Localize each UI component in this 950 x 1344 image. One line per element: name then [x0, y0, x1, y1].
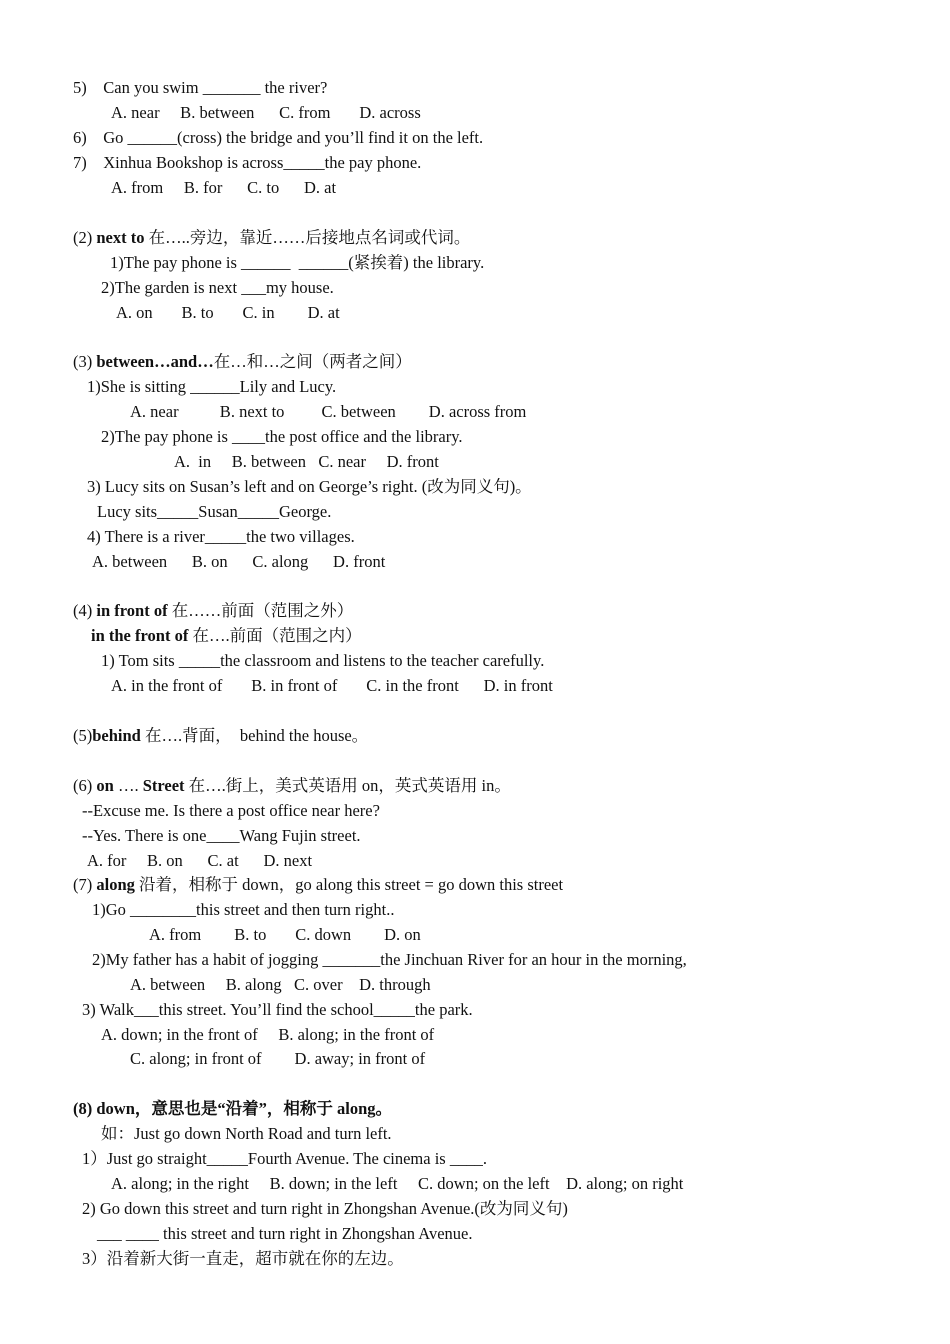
text-line [73, 78, 327, 98]
text-segment: 2) Go down this street and turn right in Zhongshan Avenue.(改为同义句) [82, 1199, 568, 1218]
text-segment: (7) [73, 875, 97, 894]
text-segment: A. in the front of B. in front of C. in the front D. in front [111, 676, 553, 695]
text-line [73, 776, 511, 796]
text-segment: --Excuse me. Is there a post office near here? [82, 801, 380, 820]
text-segment: A. near B. next to C. between D. across from [130, 402, 527, 421]
text-segment: 3) Lucy sits on Susan’s left and on George’s right. (改为同义句)。 [87, 477, 532, 496]
text-line [97, 1224, 472, 1244]
text-line [101, 651, 544, 671]
text-segment: 2)The garden is next ___my house. [101, 278, 334, 297]
text-segment: 在…..旁边，靠近……后接地点名词或代词。 [144, 228, 471, 247]
text-line [92, 552, 385, 572]
text-line [82, 801, 380, 821]
text-segment: 在……前面（范围之外） [167, 601, 354, 620]
text-line [82, 1000, 473, 1020]
text-segment: ___ ____ this street and turn right in Zhongshan Avenue. [97, 1224, 473, 1243]
text-segment: 在….街上，美式英语用 on，英式英语用 in。 [184, 776, 511, 795]
bold-text: next to [96, 228, 145, 247]
text-segment: (2) [73, 228, 97, 247]
text-line [111, 178, 336, 198]
text-line [73, 153, 421, 173]
text-segment: Lucy sits_____Susan_____George. [97, 502, 332, 521]
text-segment: (5) [73, 726, 93, 745]
text-segment: A. from B. for C. to D. at [111, 178, 337, 197]
text-segment: 1)Go ________this street and then turn right.. [92, 900, 395, 919]
text-segment: A. down; in the front of B. along; in the front of [101, 1025, 435, 1044]
text-segment: A. from B. to C. down D. on [149, 925, 421, 944]
text-segment: 1)The pay phone is ______ ______(紧挨着) the library. [110, 253, 485, 272]
text-line [73, 875, 563, 895]
text-line [73, 228, 470, 248]
bold-text: between…and… [96, 352, 214, 371]
text-line [91, 626, 362, 646]
text-segment: A. on B. to C. in D. at [116, 303, 340, 322]
bold-text: (8) down，意思也是“沿着”，相称于 along。 [73, 1099, 393, 1118]
text-line [149, 925, 421, 945]
text-segment: …. [113, 776, 143, 795]
text-segment: 2)My father has a habit of jogging _______the Jinchuan River for an hour in the morning, [92, 950, 687, 969]
text-line [92, 900, 394, 920]
bold-text: behind [92, 726, 141, 745]
text-segment: 6) Go ______(cross) the bridge and you’ll find it on the left. [73, 128, 484, 147]
bold-text: in the front of [91, 626, 189, 645]
text-segment: 1)She is sitting ______Lily and Lucy. [87, 377, 337, 396]
text-line [73, 352, 412, 372]
text-segment: 1）Just go straight_____Fourth Avenue. The cinema is ____. [82, 1149, 487, 1168]
text-segment: A. along; in the right B. down; in the left C. down; on the left D. along; on right [111, 1174, 684, 1193]
text-segment: --Yes. There is one____Wang Fujin street. [82, 826, 361, 845]
text-segment: 4) There is a river_____the two villages. [87, 527, 355, 546]
text-line [87, 477, 532, 497]
text-line [116, 303, 340, 323]
text-line [111, 1174, 683, 1194]
bold-text: along [96, 875, 135, 894]
text-segment: 1) Tom sits _____the classroom and listens to the teacher carefully. [101, 651, 545, 670]
text-segment: 7) Xinhua Bookshop is across_____the pay phone. [73, 153, 422, 172]
text-segment: A. between B. on C. along D. front [92, 552, 386, 571]
text-line [87, 851, 312, 871]
text-segment: 3) Walk___this street. You’ll find the school_____the park. [82, 1000, 473, 1019]
bold-text: Street [142, 776, 185, 795]
text-line [101, 1025, 434, 1045]
text-segment: 沿着，相称于 down，go along this street = go down this street [134, 875, 564, 894]
text-segment: A. near B. between C. from D. across [111, 103, 421, 122]
text-segment: A. between B. along C. over D. through [130, 975, 431, 994]
text-line [111, 103, 421, 123]
text-line [87, 527, 355, 547]
text-line [101, 427, 463, 447]
text-segment: (6) [73, 776, 97, 795]
text-line [111, 676, 553, 696]
text-segment: C. along; in front of D. away; in front of [130, 1049, 426, 1068]
text-segment: 在…和…之间（两者之间） [213, 352, 412, 371]
bold-text: on [96, 776, 114, 795]
text-segment: 2)The pay phone is ____the post office and the library. [101, 427, 463, 446]
text-line [174, 452, 439, 472]
text-line [73, 128, 483, 148]
text-line [87, 377, 336, 397]
text-line [82, 1199, 568, 1219]
text-segment: 5) Can you swim _______ the river? [73, 78, 328, 97]
text-segment: A. in B. between C. near D. front [174, 452, 439, 471]
text-line [82, 1249, 404, 1269]
text-line [110, 253, 484, 273]
text-segment: 在….背面， behind the house。 [140, 726, 369, 745]
text-line [130, 975, 431, 995]
text-segment: (3) [73, 352, 97, 371]
text-line [130, 1049, 425, 1069]
bold-text: in front of [96, 601, 168, 620]
text-line [73, 1099, 392, 1119]
text-line [101, 1124, 392, 1144]
text-line [92, 950, 687, 970]
text-segment: 如：Just go down North Road and turn left. [101, 1124, 392, 1143]
text-segment: 在….前面（范围之内） [188, 626, 362, 645]
text-line [101, 278, 334, 298]
text-segment: 3）沿着新大街一直走，超市就在你的左边。 [82, 1249, 404, 1268]
text-line [82, 1149, 487, 1169]
text-line [82, 826, 361, 846]
text-segment: (4) [73, 601, 97, 620]
text-line [73, 726, 368, 746]
text-line [73, 601, 353, 621]
text-segment: A. for B. on C. at D. next [87, 851, 313, 870]
text-line [97, 502, 331, 522]
text-line [130, 402, 526, 422]
